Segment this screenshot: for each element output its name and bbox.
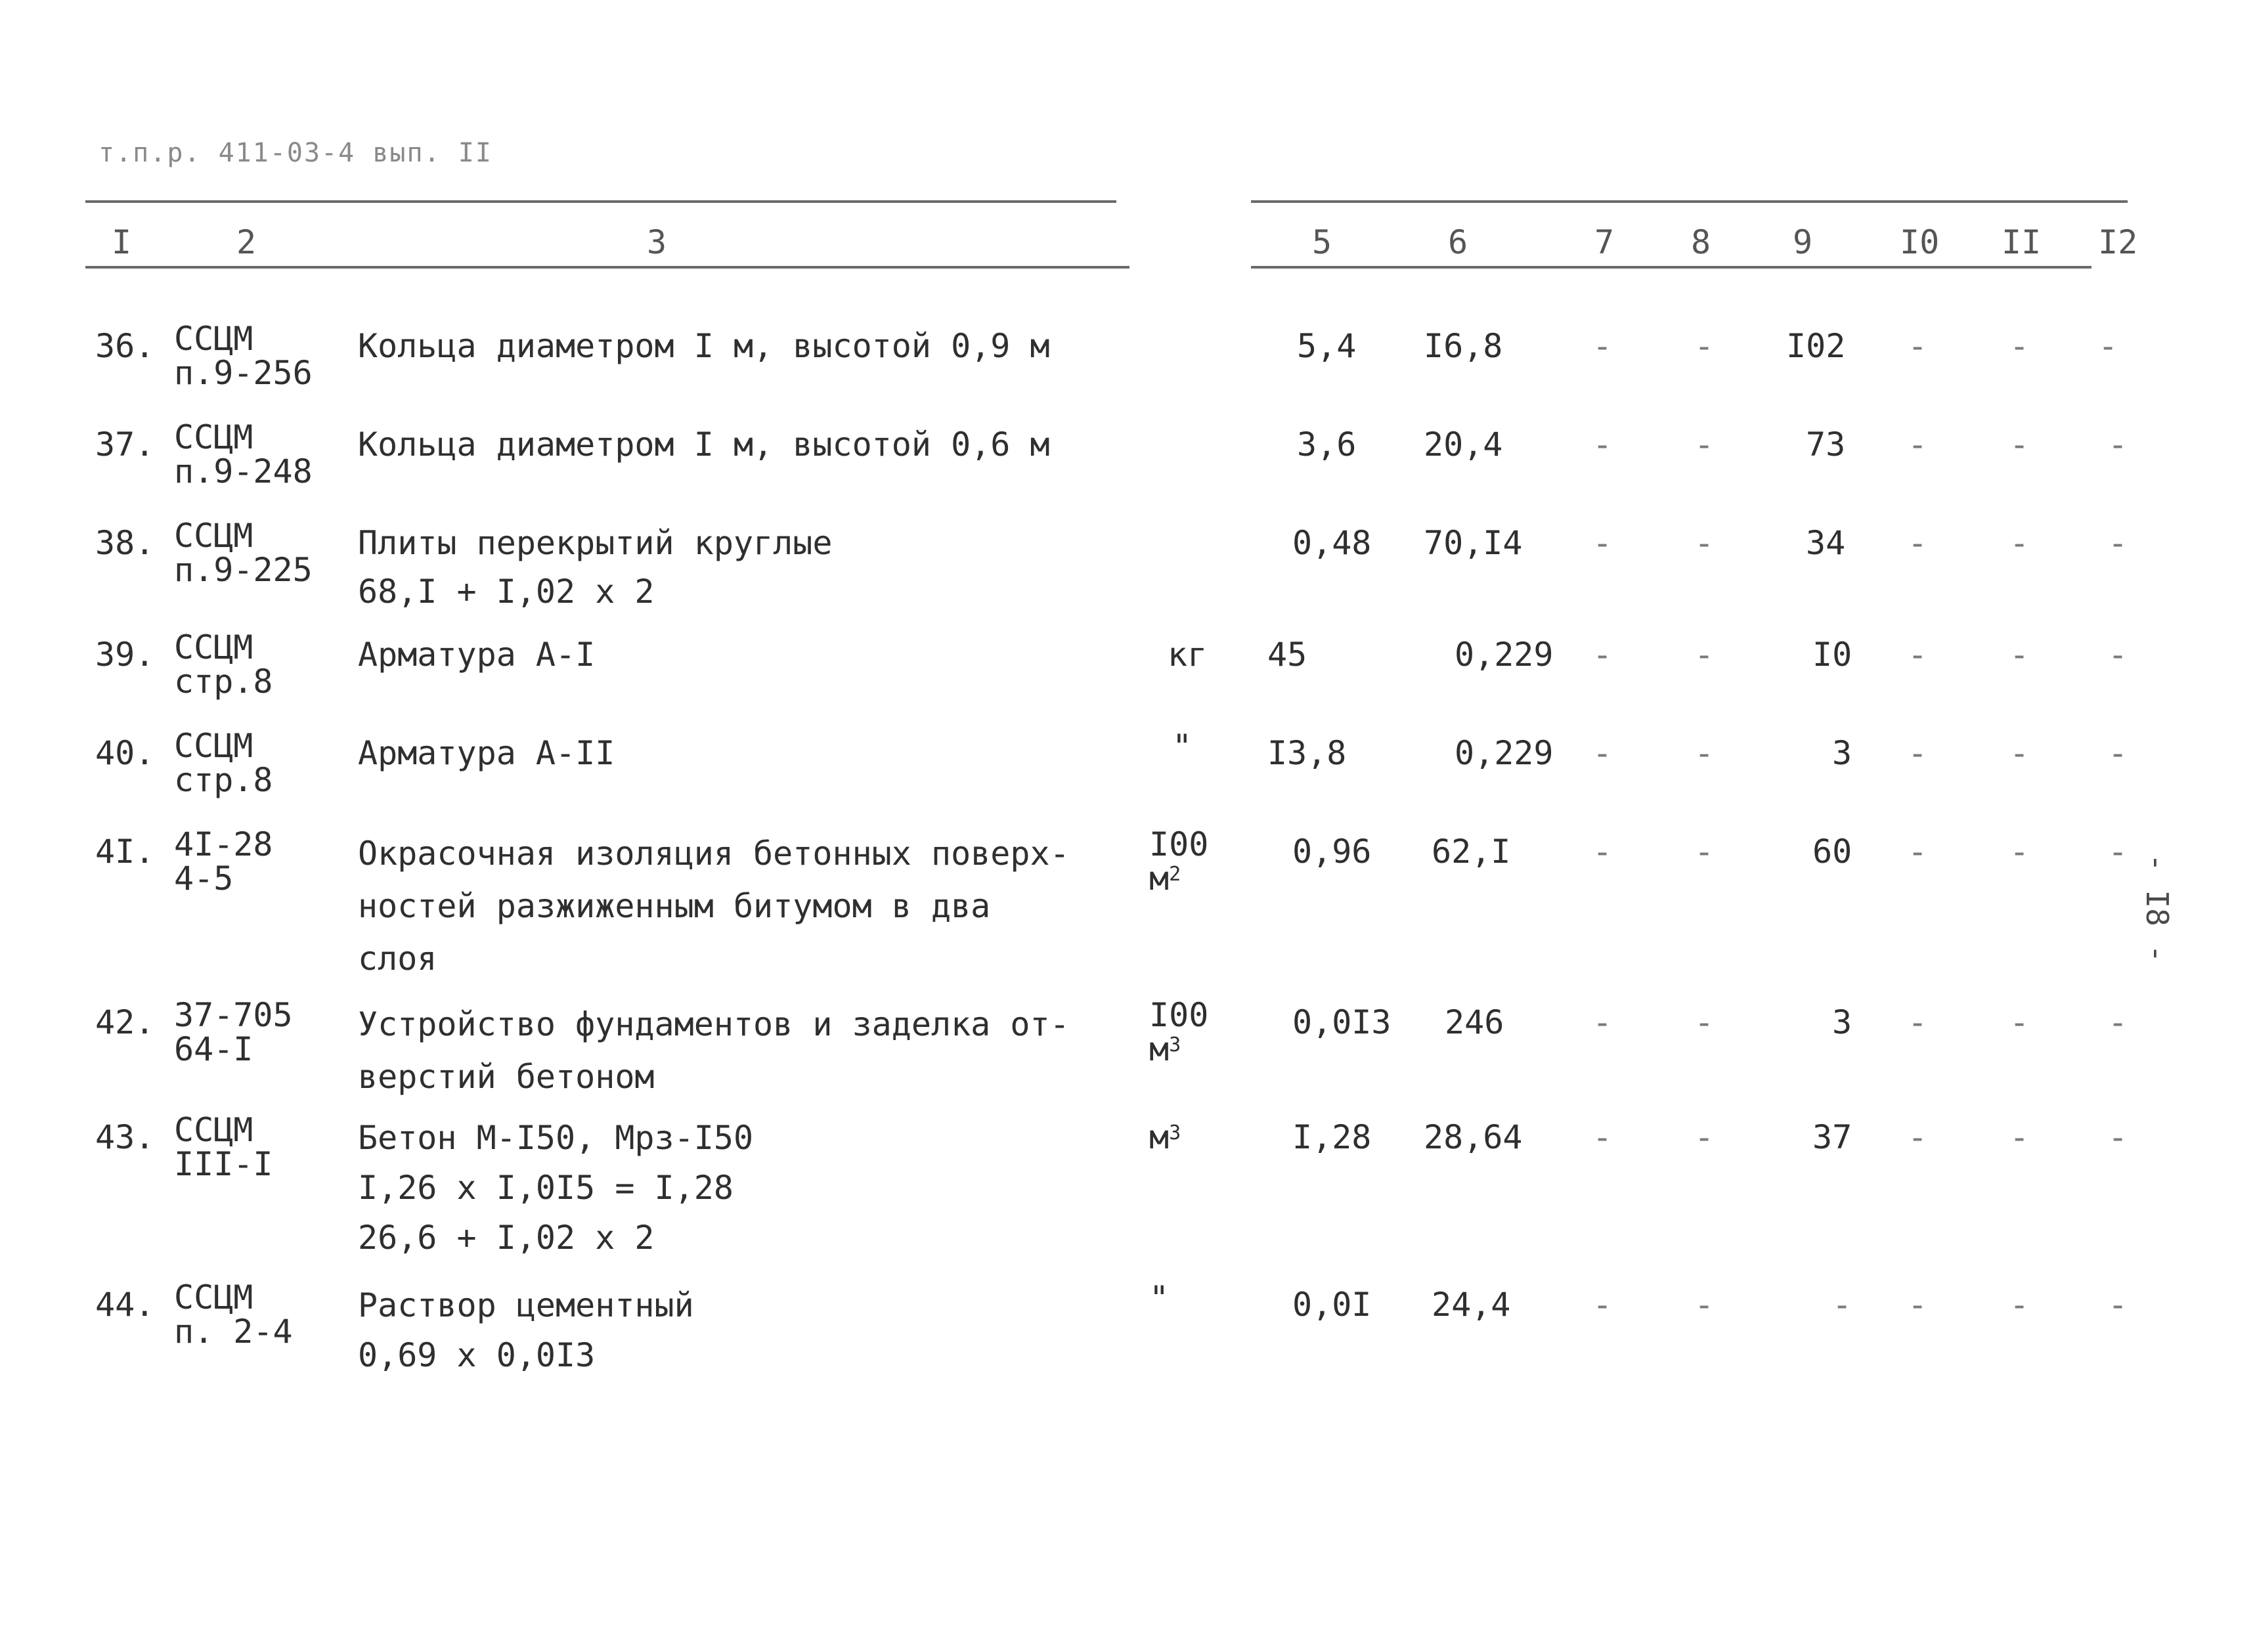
col5-value: 3,6 bbox=[1297, 425, 1357, 464]
row-unit: I00 $м^2$ bbox=[1149, 825, 1209, 898]
col12-value: - bbox=[2108, 1286, 2128, 1324]
col8-value: - bbox=[1694, 1286, 1715, 1324]
col11-value: - bbox=[2009, 524, 2030, 562]
col8-value: - bbox=[1694, 425, 1715, 464]
column-header-7: 7 bbox=[1594, 223, 1615, 261]
row-code: 37-705 64-I bbox=[174, 996, 293, 1068]
col8-value: - bbox=[1694, 1003, 1715, 1041]
row-number: 44. bbox=[95, 1286, 155, 1324]
col12-value: - bbox=[2108, 1118, 2128, 1156]
row-description: Бетон М-I50, Мрз-I50 I,26 x I,0I5 = I,28 26,6 + I,02 x 2 bbox=[358, 1119, 754, 1257]
col8-value: - bbox=[1694, 833, 1715, 871]
col5-value: 0,0I bbox=[1292, 1286, 1372, 1324]
row-number: 4I. bbox=[95, 833, 155, 871]
col12-value: - bbox=[2108, 425, 2128, 464]
col5-value: 45 bbox=[1267, 636, 1307, 674]
col5-value: I,28 bbox=[1292, 1118, 1372, 1156]
row-description: Кольца диаметром I м, высотой 0,6 м bbox=[358, 425, 1050, 464]
header-bottom-rule-right bbox=[1251, 266, 2092, 269]
col8-value: - bbox=[1694, 327, 1715, 365]
row-code: 4I-28 4-5 bbox=[174, 825, 273, 898]
col6-value: 20,4 bbox=[1424, 425, 1503, 464]
column-header-3: 3 bbox=[647, 223, 667, 261]
col9-value: 73 bbox=[1806, 425, 1846, 464]
col10-value: - bbox=[1908, 1003, 1928, 1041]
col6-value: I6,8 bbox=[1424, 327, 1503, 365]
column-header-6: 6 bbox=[1448, 223, 1468, 261]
col6-value: 0,229 bbox=[1455, 636, 1554, 674]
col10-value: - bbox=[1908, 524, 1928, 562]
col11-value: - bbox=[2009, 1118, 2030, 1156]
row-unit: " bbox=[1172, 728, 1193, 766]
row-number: 40. bbox=[95, 734, 155, 772]
col7-value: - bbox=[1592, 833, 1613, 871]
col5-value: 0,96 bbox=[1292, 833, 1372, 871]
row-code: ССЦМ стр.8 bbox=[174, 628, 273, 701]
row-description: Устройство фундаментов и заделка от- верстий бетоном bbox=[358, 1005, 1070, 1096]
col9-value: 3 bbox=[1832, 734, 1852, 772]
col7-value: - bbox=[1592, 524, 1613, 562]
page-number: - I8 - bbox=[2139, 854, 2175, 963]
col11-value: - bbox=[2009, 833, 2030, 871]
column-header-5: 5 bbox=[1312, 223, 1332, 261]
col5-value: 0,48 bbox=[1292, 524, 1372, 562]
col10-value: - bbox=[1908, 1118, 1928, 1156]
row-unit: $м^3$ bbox=[1149, 1118, 1181, 1156]
row-unit: I00 $м^3$ bbox=[1149, 996, 1209, 1068]
row-description: Плиты перекрытий круглые 68,I + I,02 x 2 bbox=[358, 524, 833, 611]
document-reference: т.п.р. 411-03-4 вып. II bbox=[99, 138, 493, 168]
header-bottom-rule-left bbox=[85, 266, 1129, 269]
col9-value: 34 bbox=[1806, 524, 1846, 562]
row-description: Кольца диаметром I м, высотой 0,9 м bbox=[358, 327, 1050, 365]
row-number: 37. bbox=[95, 425, 155, 464]
row-description: Арматура А-II bbox=[358, 734, 615, 772]
row-description: Раствор цементный 0,69 x 0,0I3 bbox=[358, 1286, 694, 1374]
column-header-11: II bbox=[2002, 223, 2042, 261]
column-header-1: I bbox=[112, 223, 132, 261]
column-header-12: I2 bbox=[2098, 223, 2138, 261]
row-number: 39. bbox=[95, 636, 155, 674]
col11-value: - bbox=[2009, 734, 2030, 772]
row-code: ССЦМ п.9-248 bbox=[174, 418, 313, 490]
col10-value: - bbox=[1908, 425, 1928, 464]
row-number: 42. bbox=[95, 1003, 155, 1041]
col12-value: - bbox=[2108, 636, 2128, 674]
row-code: ССЦМ п. 2-4 bbox=[174, 1278, 293, 1351]
col7-value: - bbox=[1592, 425, 1613, 464]
col9-value: - bbox=[1832, 1286, 1852, 1324]
column-header-8: 8 bbox=[1691, 223, 1711, 261]
col9-value: 3 bbox=[1832, 1003, 1852, 1041]
col7-value: - bbox=[1592, 734, 1613, 772]
column-header-10: I0 bbox=[1900, 223, 1940, 261]
col10-value: - bbox=[1908, 327, 1928, 365]
col7-value: - bbox=[1592, 1118, 1613, 1156]
col12-value: - bbox=[2098, 327, 2118, 365]
row-description: Окрасочная изоляция бетонных поверх- ностей разжиженным битумом в два слоя bbox=[358, 835, 1070, 978]
column-header-9: 9 bbox=[1793, 223, 1813, 261]
row-description: Арматура А-I bbox=[358, 636, 596, 674]
row-number: 43. bbox=[95, 1118, 155, 1156]
col6-value: 246 bbox=[1445, 1003, 1504, 1041]
row-code: ССЦМ III-I bbox=[174, 1111, 273, 1183]
col8-value: - bbox=[1694, 734, 1715, 772]
col9-value: 60 bbox=[1812, 833, 1852, 871]
col7-value: - bbox=[1592, 327, 1613, 365]
col6-value: 24,4 bbox=[1432, 1286, 1511, 1324]
col11-value: - bbox=[2009, 1286, 2030, 1324]
column-header-2: 2 bbox=[236, 223, 257, 261]
col9-value: I0 bbox=[1812, 636, 1852, 674]
col9-value: I02 bbox=[1786, 327, 1846, 365]
col7-value: - bbox=[1592, 636, 1613, 674]
col12-value: - bbox=[2108, 734, 2128, 772]
col11-value: - bbox=[2009, 1003, 2030, 1041]
col10-value: - bbox=[1908, 1286, 1928, 1324]
col12-value: - bbox=[2108, 833, 2128, 871]
col11-value: - bbox=[2009, 636, 2030, 674]
col11-value: - bbox=[2009, 425, 2030, 464]
row-code: ССЦМ п.9-256 bbox=[174, 320, 313, 392]
col5-value: I3,8 bbox=[1267, 734, 1347, 772]
col10-value: - bbox=[1908, 734, 1928, 772]
col8-value: - bbox=[1694, 524, 1715, 562]
row-number: 36. bbox=[95, 327, 155, 365]
col10-value: - bbox=[1908, 636, 1928, 674]
col8-value: - bbox=[1694, 1118, 1715, 1156]
header-top-rule-right bbox=[1251, 200, 2128, 203]
col5-value: 0,0I3 bbox=[1292, 1003, 1391, 1041]
col7-value: - bbox=[1592, 1003, 1613, 1041]
col9-value: 37 bbox=[1812, 1118, 1852, 1156]
row-unit: кг bbox=[1168, 636, 1208, 674]
col11-value: - bbox=[2009, 327, 2030, 365]
col6-value: 70,I4 bbox=[1424, 524, 1523, 562]
col6-value: 62,I bbox=[1432, 833, 1511, 871]
row-code: ССЦМ стр.8 bbox=[174, 727, 273, 799]
col12-value: - bbox=[2108, 524, 2128, 562]
col8-value: - bbox=[1694, 636, 1715, 674]
col6-value: 0,229 bbox=[1455, 734, 1554, 772]
header-top-rule-left bbox=[85, 200, 1116, 203]
row-number: 38. bbox=[95, 524, 155, 562]
col7-value: - bbox=[1592, 1286, 1613, 1324]
row-code: ССЦМ п.9-225 bbox=[174, 517, 313, 589]
col6-value: 28,64 bbox=[1424, 1118, 1523, 1156]
col5-value: 5,4 bbox=[1297, 327, 1357, 365]
row-unit: " bbox=[1149, 1279, 1170, 1317]
col10-value: - bbox=[1908, 833, 1928, 871]
col12-value: - bbox=[2108, 1003, 2128, 1041]
